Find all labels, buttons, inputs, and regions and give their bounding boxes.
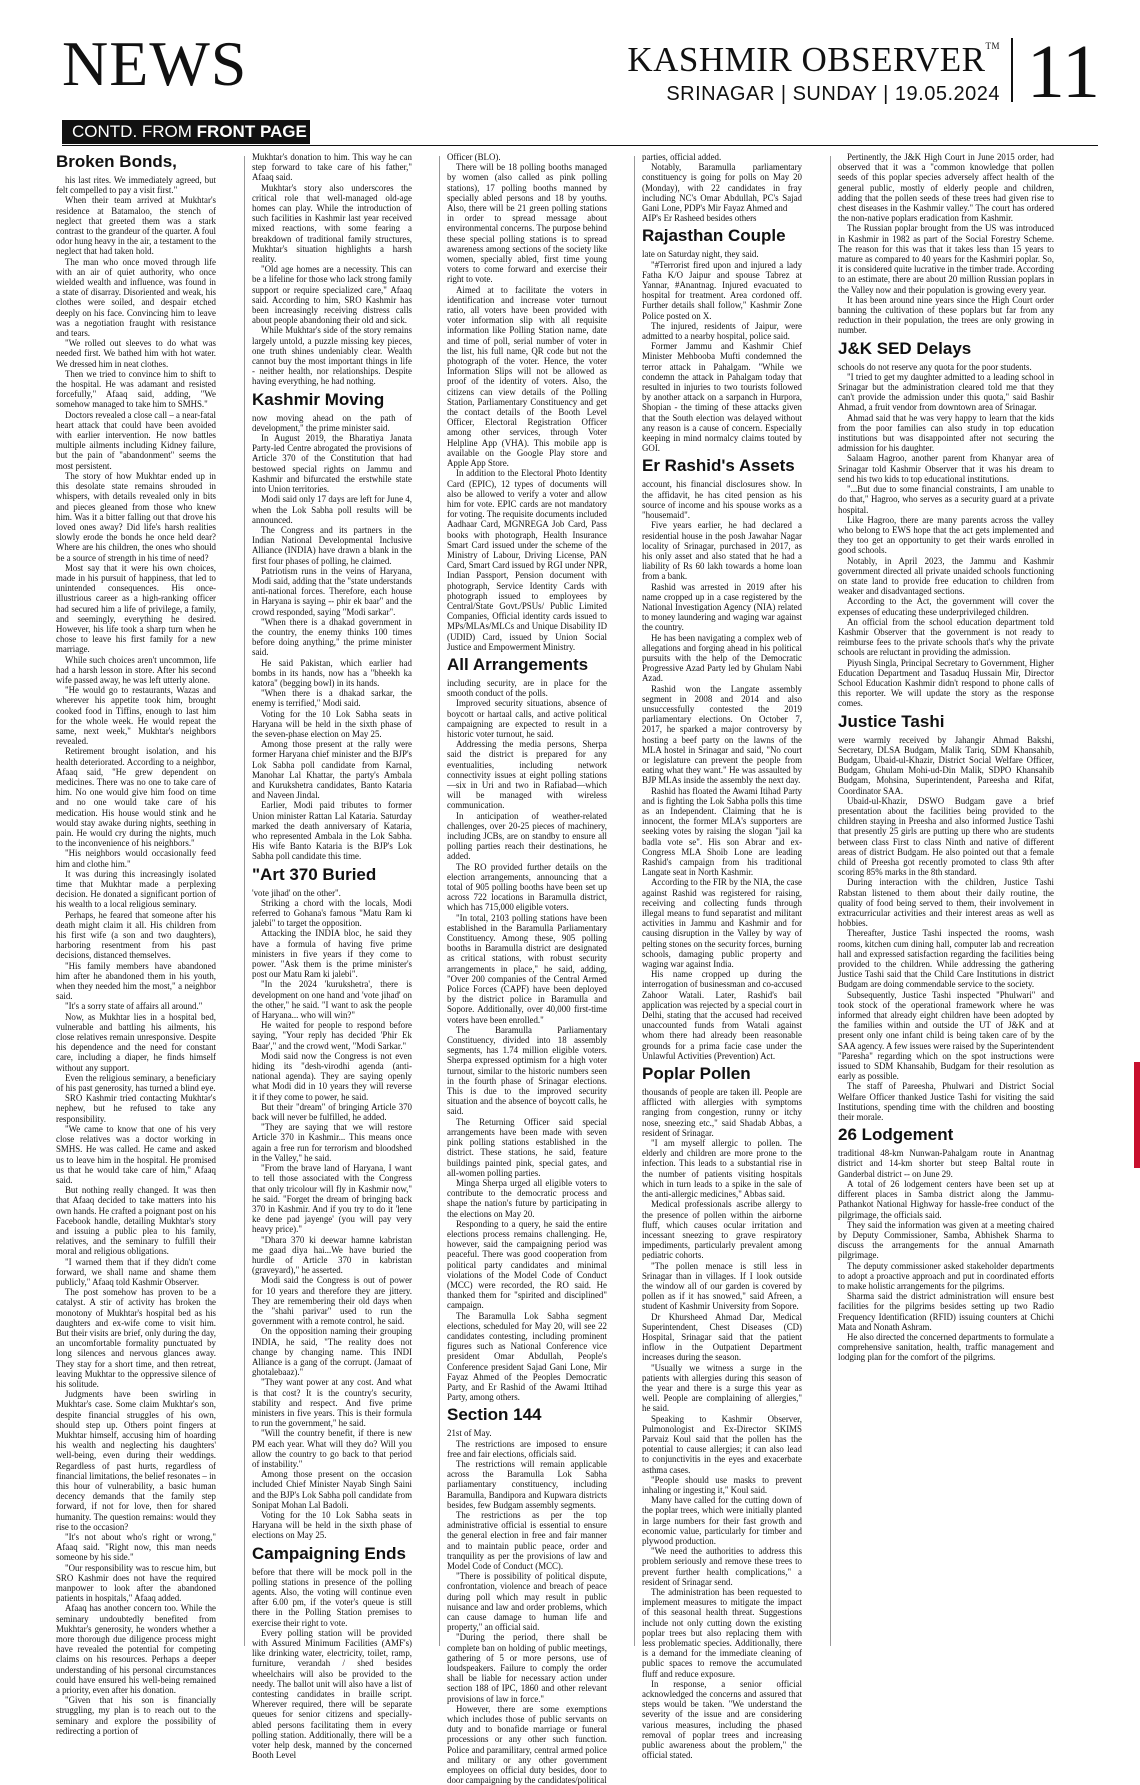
- article-paragraph: "He would go to restaurants, Wazas and wherever his appetite took him, brought cooked food in Tiffins, enough to last him for the whole week. He would repeat the same, next week," Mukhtar's neighbors revealed.: [56, 685, 216, 747]
- article-paragraph: While Mukhtar's side of the story remains largely untold, a puzzle missing key pieces, one truth shines undeniably clear. Wealth cannot buy the most important things in life - neither health, nor relationships. Despite having everything, he had nothing.: [252, 325, 412, 387]
- article-headline: Campaigning Ends: [252, 1543, 406, 1563]
- page-number: 11: [1026, 30, 1100, 114]
- article-paragraph: Piyush Singla, Principal Secretary to Government, Higher Education Department and Tasaduq Hussain Mir, Director School Education Kashmir didn't respond to phone calls of this reporter. We will update the story as the response comes.: [838, 657, 1054, 709]
- article-paragraph: However, there are some exemptions which includes those of public servants on duty and to bonafide marriage or funeral processions or any other such function. Police and paramilitary, central armed police and military or any other government employees on official duty besides, door to door campaigning by the candidates/political: [447, 1703, 607, 1785]
- paper-name-text: KASHMIR OBSERVER: [627, 40, 986, 79]
- article-paragraph: In anticipation of weather-related challenges, over 20-25 pieces of machinery, including JCBs, are on standby to ensure all polling parties reach their destinations, he added.: [447, 810, 607, 862]
- article-paragraph: Modi said now the Congress is not even hiding its "desh-virodhi agenda (anti-national agenda). They are saying openly what Modi did in 10 years they will reverse it if they come to power, he said.: [252, 1050, 412, 1102]
- article-paragraph: The Returning Officer said special arrangements have been made with seven pink polling stations established in the district. These stations, he said, feature buildings painted pink, special gates, and all-women polling parties.: [447, 1116, 607, 1178]
- article-paragraph: It has been around nine years since the High Court order banning the cultivation of these poplars but far from any reduction in their population, the trees are only growing in number.: [838, 294, 1054, 336]
- article-paragraph: his last rites. We immediately agreed, but felt compelled to pay a visit first.": [56, 175, 216, 196]
- article-paragraph: When their team arrived at Mukhtar's residence at Batamaloo, the stench of neglect that greeted them was a stark contrast to the grandeur of the quarter. A foul odor hung heavy in the air, a testament to the neglect that had taken hold.: [56, 195, 216, 257]
- article-paragraph: Subsequently, Justice Tashi inspected "Phulwari" and took stock of the operational framework where he was informed that already eight children have been adopted by the families within and outside the UT of J&K and at present only one infant child is being taken care of by the SAA agency. A few issues were raised by the Superintendent "Paresha" regarding which on the spot instructions were issued to SDM Khansahib, Budgam for their resolution as early as possible.: [838, 989, 1054, 1082]
- article-headline: Justice Tashi: [838, 711, 945, 731]
- article-paragraph: Minga Sherpa urged all eligible voters to contribute to the democratic process and shape the nation's future by participating in the elections on May 20.: [447, 1177, 607, 1219]
- article-paragraph: Former Jammu and Kashmir Chief Minister Mehbooba Mufti condemned the terror attack in Pahalgam. "While we condemn the attack in Pahalgam today that resulted in injuries to two tourists followed by another attack on a sarpanch in Hurpora, Shopian - the timing of these attacks given that the South election was delayed without any reason is a cause of concern. Especially keeping in mind normalcy claims touted by GOI.: [642, 341, 802, 454]
- article-paragraph: The deputy commissioner asked stakeholder departments to adopt a proactive approach and put in coordinated efforts to make holistic arrangements for the pilgrims.: [838, 1260, 1054, 1291]
- article-paragraph: The Congress and its partners in the Indian National Developmental Inclusive Alliance (INDIA) have drawn a blank in the first four phases of polling, he claimed.: [252, 524, 412, 566]
- article-paragraph: were warmly received by Jahangir Ahmad Bakshi, Secretary, DLSA Budgam, Malik Tariq, SDM Khansahib, Budgam, Ubaid-ul-Khazir, District Social Welfare Officer, Budgam, Ghulam Mohi-ud-Din Malik, SDPO Khansahib Budgam, Mohsina, Superintendent, Pareesha and Rifat, Coordinator SAA.: [838, 734, 1054, 796]
- article-paragraph: "It's a sorry state of affairs all around.": [65, 1001, 203, 1012]
- article-paragraph: The RO provided further details on the election arrangements, announcing that a total of 905 polling booths have been set up across 722 locations in Baramulla district, which has 715,000 eligible voters.: [447, 861, 607, 913]
- article-paragraph: Speaking to Kashmir Observer, Pulmonologist and Ex-Director SKIMS Parvaiz Koul said that the pollen has the potential to cause allergies; it can also lead to conjunctivitis in the eyes and exacerbate asthma cases.: [642, 1413, 802, 1475]
- article-paragraph: The restrictions will remain applicable across the Baramulla Lok Sabha parliamentary constituency, including Baramulla, Bandipora and Kupwara districts besides, few Budgam assembly segments.: [447, 1458, 607, 1510]
- article-paragraph: "His neighbors would occasionally feed him and clothe him.": [56, 848, 216, 869]
- article-paragraph: Attacking the INDIA bloc, he said they have a formula of having five prime ministers in five years if they come to power. "Ask them is the prime minister's post our Matu Ram ki jalebi".: [252, 928, 412, 980]
- article-paragraph: The man who once moved through life with an air of quiet authority, who once wielded wealth and influence, was found in a state of disarray. Disoriented and weak, his clothes were soiled, and despair etched deeply on his face. Convincing him to leave was a negotiation fraught with resistance and tears.: [56, 256, 216, 339]
- column-divider: [439, 156, 440, 1646]
- article-paragraph: Voting for the 10 Lok Sabha seats in Haryana will be held in the sixth phase of the seven-phase election on May 25.: [252, 708, 412, 739]
- article-paragraph: "Old age homes are a necessity. This can be a lifeline for those who lack strong family support or require specialized care," Afaaq said. According to him, SRO Kashmir has been increasingly receiving distress calls about people abandoning their old and sick.: [252, 264, 412, 326]
- article-paragraph: While such choices aren't uncommon, life had a harsh lesson in store. After his second wife passed away, he was left utterly alone.: [56, 654, 216, 685]
- article-paragraph: The Russian poplar brought from the US was introduced in Kashmir in 1982 as part of the Social Forestry Scheme. The reason for this was that it takes less than 15 years to mature as compared to 40 years for the Kashmiri poplar. So, it is considered quite lucrative in the timber trade. According to an estimate, there are about 20 million Russian poplars in the Valley now and their population is growing every year.: [838, 223, 1054, 295]
- column-2: [252, 152, 412, 1761]
- article-paragraph: Now, as Mukhtar lies in a hospital bed, vulnerable and battling his ailments, his close relatives remain unresponsive. Despite his dependence and the need for constant care, including a diaper, he finds himself without any support.: [56, 1011, 216, 1073]
- article-paragraph: Voting for the 10 Lok Sabha seats in Haryana will be held in the sixth phase of elections on May 25.: [252, 1510, 412, 1541]
- article-headline: Rajasthan Couple: [642, 226, 786, 246]
- column-1: [56, 152, 216, 1736]
- paper-name: [627, 42, 1000, 77]
- article-paragraph: "I am myself allergic to pollen. The elderly and children are more prone to the infection. This leads to a substantial rise in the number of patients visiting hospitals which in turn leads to a spike in the sale of the anti-allergic medicines," Abbas said.: [642, 1138, 802, 1200]
- article-paragraph: Afaaq has another concern too. While the seminary undoubtedly benefited from Mukhtar's generosity, he wonders whether a more thorough due diligence process might have revealed the potential for competing claims on his resources. Perhaps a deeper understanding of his personal circumstances could have ensured his well-being remained a priority, even after his donation.: [56, 1603, 216, 1696]
- article-paragraph: "#Terrorist fired upon and injured a lady Fatha K/O Jaipur and spouse Tabrez at Yannar, #Anantnag. Injured evacuated to hospital for treatment. Area cordoned off. Further details shall follow," Kashmir Zone Police posted on X.: [642, 259, 802, 321]
- article-headline: Section 144: [447, 1405, 542, 1425]
- article-paragraph: "They are saying that we will restore Article 370 in Kashmir... This means once again a free run for terrorism and bloodshed in the Valley," he said.: [252, 1122, 412, 1163]
- article-paragraph: late on Saturday night, they said.: [642, 249, 759, 260]
- article-paragraph: The restrictions are imposed to ensure free and fair elections, officials said.: [447, 1438, 607, 1459]
- article-paragraph: Responding to a query, he said the entire elections process remains challenging. He, however, said the campaigning period was peaceful. There was good cooperation from political party candidates and minimal violations of the Model Code of Conduct (MCC) were recorded, the RO said. He thanked them for "spirited and disciplined" campaign.: [447, 1218, 607, 1311]
- article-paragraph: On the opposition naming their grouping INDIA, he said, "The reality does not change by changing name. This INDI Alliance is a gang of the corrupt. (Jamaat of ghotalebaaz).": [252, 1326, 412, 1378]
- article-paragraph: Doctors revealed a close call – a near-fatal heart attack that could have been avoided with earlier intervention. He now battles multiple ailments including Kidney failure, but the pain of "abandonment" seems the most persistent.: [56, 409, 216, 471]
- article-paragraph: He also directed the concerned departments to formulate a comprehensive sanitation, health, traffic management and lodging plan for the comfort of the pilgrims.: [838, 1331, 1054, 1363]
- article-paragraph: "When there is a dhakad sarkar, the enemy is terrified," Modi said.: [252, 688, 412, 709]
- article-paragraph: Judgments have been swirling in Mukhtar's case. Some claim Mukhtar's son, despite financial struggles of his own, should step up. Others point fingers at Mukhtar himself, accusing him of hoarding his wealth and neglecting his daughters' well-being, even during their weddings. Regardless of past hurts, regardless of financial limitations, the belief resonates – in this hour of vulnerability, a basic human decency demands that the family step forward, if not for love, then for shared humanity. The question remains: would they rise to the occasion?: [56, 1389, 216, 1532]
- article-paragraph: now moving ahead on the path of development," the prime minister said.: [252, 412, 412, 433]
- column-divider: [244, 156, 245, 1646]
- article-paragraph: including security, are in place for the smooth conduct of the polls.: [447, 677, 607, 699]
- article-paragraph: "We came to know that one of his very close relatives was a doctor working in SMHS. He was called. He came and asked us to leave him in the hospital. He promised us that he would take care of him," Afaaq said.: [56, 1123, 216, 1185]
- article-paragraph: Notably, in April 2023, the Jammu and Kashmir government directed all private unaided schools functioning on state land to provide free education to children from weaker and disadvantaged sections.: [838, 555, 1054, 597]
- article-paragraph: "Given that his son is financially struggling, my plan is to reach out to the seminary and explore the possibility of redirecting a portion of: [56, 1695, 216, 1736]
- article-paragraph: He waited for people to respond before saying, "Your reply has decided 'Phir Ek Baar'," and the crowd went, "Modi Sarkar.": [252, 1020, 412, 1051]
- column-divider: [830, 156, 831, 1646]
- article-paragraph: The restrictions as per the top administrative official is essential to ensure the general election in free and fair manner and to maintain public peace, order and tranquility as per the provisions of law and Model Code of Conduct (MCC).: [447, 1510, 607, 1572]
- article-paragraph: Mukhtar's donation to him. This way he can step forward to take care of his father," Afaaq said.: [252, 152, 412, 183]
- column-4: [642, 152, 802, 1761]
- article-paragraph: "His family members have abandoned him after he abandoned them in his youth, when they needed him the most," a neighbor said.: [56, 960, 216, 1002]
- article-paragraph: Rashid has floated the Awami Itihad Party and is fighting the Lok Sabha polls this time as an Independent. Claiming that he is innocent, the former MLA's supporters are seeking votes by raising the slogan "jail ka badla vote se". His son Abrar and ex-Congress MLA Shoib Lone are leading Rashid's campaign from his traditional Langate seat in North Kashmir.: [642, 785, 802, 878]
- article-paragraph: The Baramulla Parliamentary Constituency, divided into 18 assembly segments, has 1.74 million eligible voters. Sherpa expressed optimism for a high voter turnout, similar to the historic numbers seen in the fourth phase of Srinagar elections. This is due to the improved security situation and the absence of boycott calls, he said.: [447, 1024, 607, 1117]
- article-headline: All Arrangements: [447, 654, 589, 674]
- article-paragraph: Pertinently, the J&K High Court in June 2015 order, had observed that it was a "common knowledge that pollen seeds of this poplar species adversely affect health of the general public, mostly of elderly people and children, adding that the pollen seeds of these trees had given rise to chest diseases in the Kashmir valley." The court has ordered the non-native poplars eradication from Kashmir.: [838, 152, 1054, 224]
- article-paragraph: Earlier, Modi paid tributes to former Union minister Rattan Lal Kataria. Saturday marked the death anniversary of Kataria, who represented Ambala in the Lok Sabha. His wife Banto Kataria is the BJP's Lok Sabha poll candidate this time.: [252, 800, 412, 862]
- article-paragraph: Modi said only 17 days are left for June 4, when the Lok Sabha poll results will be announced.: [252, 494, 412, 525]
- article-paragraph: The administration has been requested to implement measures to mitigate the impact of this seasonal health threat. Suggestions include not only cutting down the existing poplar trees but also replacing them with less problematic species. Additionally, there is a demand for the immediate cleaning of public spaces to remove the accumulated fluff and reduce exposure.: [642, 1587, 802, 1679]
- article-paragraph: The Baramulla Lok Sabha segment elections, scheduled for May 20, will see 22 candidates contesting, including prominent figures such as National Conference vice president Omar Abdullah, People's Conference president Sajad Gani Lone, Mir Fayaz Ahmed of the Peoples Democratic Party, and Er Rashid of the Awami Ittihad Party, among others.: [447, 1310, 607, 1403]
- article-paragraph: His name cropped up during the interrogation of businessman and co-accused Zahoor Watali. Later, Rashid's bail application was rejected by a special court in Delhi, stating that the accused had received unaccounted funds from Watali against whom there had already been reasonable grounds for a prima facie case under the Unlawful Activities (Prevention) Act.: [642, 969, 802, 1061]
- article-paragraph: Addressing the media persons, Sherpa said the district is prepared for any eventualities, including network connectivity issues at eight polling stations—six in Uri and two in Rafiabad—which will be managed with wireless communication.: [447, 739, 607, 811]
- article-paragraph: Mukhtar's story also underscores the critical role that well-managed old-age homes can play. While the introduction of such facilities in Kashmir last year received mixed reactions, with some fearing a breakdown of traditional family structures, Mukhtar's situation highlights a harsh reality.: [252, 182, 412, 265]
- article-paragraph: 21st of May.: [447, 1428, 492, 1439]
- article-paragraph: They said the information was given at a meeting chaired by Deputy Commissioner, Samba, Abhishek Sharma to discuss the arrangements for the annual Amarnath pilgrimage.: [838, 1219, 1054, 1261]
- article-paragraph: Notably, Baramulla parliamentary constituency is going for polls on May 20 (Monday), with 22 candidates in fray including NC's Omar Abdullah, PC's Sajad Gani Lone, PDP's Mir Fayaz Ahmed and: [642, 162, 802, 214]
- article-paragraph: Ahmad said that he was very happy to learn that the kids from the poor families can also study in top education institutions but was disappointed after not securing the admission for his daughter.: [838, 412, 1054, 454]
- section-label: NEWS: [62, 28, 248, 99]
- article-paragraph: Among those present at the rally were former Haryana chief minister and the BJP's Lok Sabha poll candidate from Karnal, Manohar Lal Khattar, the party's Ambala and Kurukshetra candidates, Banto Kataria and Naveen Jindal.: [252, 739, 412, 801]
- article-paragraph: parties, official added.: [642, 152, 722, 162]
- article-paragraph: "I tried to get my daughter admitted to a leading school in Srinagar but the administration cleared told me that they can't provide the admission under this quota," said Bashir Ahmad, a fruit vendor from downtown area of Srinagar.: [838, 371, 1054, 413]
- article-paragraph: "In the 2024 'kurukshetra', there is development on one hand and 'vote jihad' on the other," he said. "I want to ask the people of Haryana... who will win?": [252, 979, 412, 1021]
- article-paragraph: before that there will be mock poll in the polling stations in presence of the polling agents. Also, the voting will continue even after 6.00 pm, if the voter's queue is still there in the Polling Station premises to exercise their right to vote.: [252, 1566, 412, 1628]
- article-paragraph: He said Pakistan, which earlier had bombs in its hands, now has a "bheekh ka katora" (begging bowl) in its hands.: [252, 657, 412, 688]
- article-paragraph: Medical professionals ascribe allergy to the presence of pollen within the airborne fluff, which causes ocular irritation and incessant sneezing to grave respiratory impediments, particularly prevalent among pediatric cohorts.: [642, 1199, 802, 1261]
- article-paragraph: "Dhara 370 ki deewar hamne kabristan me gaad diya hai...We have buried the hurdle of Article 370 in kabristan (graveyard)," he asserted.: [252, 1234, 412, 1276]
- article-paragraph: Striking a chord with the locals, Modi referred to Gohana's famous "Matu Ram ki jalebi" to target the opposition.: [252, 897, 412, 929]
- article-paragraph: He has been navigating a complex web of allegations and forging ahead in his political pursuits with the help of the Democratic Progressive Azad Party led by Ghulam Nabi Azad.: [642, 632, 802, 684]
- article-paragraph: According to the Act, the government will cover the expenses of educating these underprivileged children.: [838, 596, 1054, 617]
- masthead: [62, 0, 1140, 116]
- article-paragraph: "Usually we witness a surge in the patients with allergies during this season of the year and there is a surge this year as well. People are complaining of allergies," he said.: [642, 1362, 802, 1414]
- article-paragraph: traditional 48-km Nunwan-Pahalgam route in Anantnag district and 14-km shorter but steep Baltal route in Ganderbal district -- on June 29.: [838, 1148, 1054, 1179]
- article-paragraph: An official from the school education department told Kashmir Observer that the government is not ready to reimburse fees to the private schools that's why the private schools are reluctant in providing the admission.: [838, 616, 1054, 658]
- article-paragraph: Officer (BLO).: [447, 152, 501, 162]
- article-headline: J&K SED Delays: [838, 338, 972, 358]
- article-paragraph: Rashid won the Langate assembly segment in 2008 and 2014 and also unsuccessfully contested the 2019 parliamentary elections. On October 7, 2017, he sparked a major controversy by hosting a beef party on the lawns of the MLA hostel in Srinagar and said, "No court or legislature can prevent the people from eating what they want." He was assaulted by BJP MLAs inside the assembly the next day.: [642, 683, 802, 786]
- article-paragraph: Among those present on the occasion included Chief Minister Nayab Singh Saini and the BJP's Lok Sabha poll candidate from Sonipat Mohan Lal Badoli.: [252, 1469, 412, 1510]
- article-headline: Er Rashid's Assets: [642, 456, 795, 476]
- article-paragraph: "From the brave land of Haryana, I want to tell those associated with the Congress that only tricolour will fly in Kashmir now," he said. "Forget the dream of bringing back 370 in Kashmir. And if you try to do it 'lene ke dene pad jayenge' (you will pay very heavy price).": [252, 1163, 412, 1235]
- page-number-box: [1011, 30, 1100, 114]
- article-headline: 26 Lodgement: [838, 1125, 954, 1145]
- column-3: [447, 152, 607, 1785]
- article-paragraph: Most say that it were his own choices, made in his pursuit of happiness, that led to unintended consequences. His once-illustrious career as a high-ranking officer had secured him a life of privilege, a family, and seemingly, everything he desired. However, his life took a sharp turn when he chose to leave his first family for a new marriage.: [56, 562, 216, 655]
- article-paragraph: In response, a senior official acknowledged the concerns and assured that steps would be taken. "We understand the severity of the issue and are considering various measures, including the phased removal of poplar trees and increasing public awareness about the problem," the official stated.: [642, 1678, 802, 1761]
- article-paragraph: But nothing really changed. It was then that Afaaq decided to take matters into his own hands. He crafted a poignant post on his Facebook handle, detailing Mukhtar's story and issuing a public plea to his family, relatives, and the seminary to fulfill their moral and religious obligations.: [56, 1185, 216, 1257]
- article-paragraph: "There is possibility of political dispute, confrontation, violence and breach of peace during poll which may result in public nuisance and law and order problems, which can cause damage to human life and property," an official said.: [447, 1571, 607, 1633]
- contd-prefix: CONTD. FROM: [72, 122, 192, 141]
- article-paragraph: "We need the authorities to address this problem seriously and remove these trees to prevent further health complications," a resident of Srinagar send.: [642, 1546, 802, 1587]
- article-paragraph: "During the period, there shall be complete ban on holding of public meetings, gathering of 5 or more persons, use of loudspeakers. Failure to comply the order shall be liable for necessary action under section 188 of IPC, 1860 and other relevant provisions of law in force.": [447, 1632, 607, 1704]
- article-paragraph: Then we tried to convince him to shift to the hospital. He was adamant and resisted forcefully," Afaaq said, adding, "We somehow managed to take him to SMHS.": [56, 368, 216, 410]
- article-columns: [56, 152, 1100, 1785]
- paper-title-block: [627, 42, 1000, 106]
- contd-from-front-page-bar: [62, 120, 310, 144]
- article-paragraph: But their "dream" of bringing Article 370 back will never be fulfilled, he added.: [252, 1101, 412, 1123]
- article-paragraph: account, his financial disclosures show. In the affidavit, he has cited pension as his source of income and his spouse works as a "housemaid".: [642, 479, 802, 521]
- section-rule: [62, 145, 1098, 146]
- article-paragraph: thousands of people are taken ill. People are afflicted with allergies with symptoms ranging from congestion, runny or itchy nose, sneezing etc.," said Shadab Abbas, a resident of Srinagar.: [642, 1087, 802, 1138]
- article-paragraph: "It's not about who's right or wrong," Afaaq said. "Right now, this man needs someone by his side.": [56, 1532, 216, 1563]
- article-paragraph: Rashid was arrested in 2019 after his name cropped up in a case registered by the National Investigation Agency (NIA) related to money laundering and waging war against the country.: [642, 581, 802, 633]
- article-paragraph: Even the religious seminary, a beneficiary of his past generosity, has turned a blind eye.: [56, 1072, 216, 1094]
- article-paragraph: The story of how Mukhtar ended up in this desolate state remains shrouded in whispers, with details revealed only in bits and pieces gleaned from those who knew him. Was it a bitter falling out that drove his loved ones away? Did life's harsh realities slowly erode the bonds he once held dear? Where are his children, the ones who should be a source of strength in his time of need?: [56, 470, 216, 563]
- article-paragraph: The injured, residents of Jaipur, were admitted to a nearby hospital, police said.: [642, 320, 802, 342]
- article-paragraph: Many have called for the cutting down of the poplar trees, which were initially planted in large numbers for their fast growth and economic value, particularly for timber and plywood production.: [642, 1495, 802, 1546]
- article-paragraph: "People should use masks to prevent inhaling or ingesting it," Koul said.: [642, 1474, 802, 1495]
- article-paragraph: "When there is a dhakad government in the country, the enemy thinks 100 times before doing anything," the prime minister said.: [252, 616, 412, 658]
- dateline: SRINAGAR | SUNDAY | 19.05.2024: [666, 83, 1000, 105]
- article-paragraph: "We rolled out sleeves to do what was needed first. We bathed him with hot water. We dressed him in neat clothes.: [56, 338, 216, 369]
- article-paragraph: "They want power at any cost. And what is that cost? It is the country's security, stability and respect. And five prime ministers in five years. This is their formula to run the government," he said.: [252, 1377, 412, 1429]
- article-paragraph: Five years earlier, he had declared a residential house in the posh Jawahar Nagar locality of Srinagar, purchased in 2017, as his only asset and also stated that he had a liability of Rs 60 lakh towards a home loan from a bank.: [642, 520, 802, 582]
- contd-emphasis: FRONT PAGE: [196, 122, 307, 141]
- column-divider: [634, 156, 635, 1646]
- article-paragraph: "The pollen menace is still less in Srinagar than in villages. If I look outside the window all of our garden is covered by pollen as if it has snowed," said Afreen, a student of Kashmir University from Sopore.: [642, 1260, 802, 1312]
- article-paragraph: The post somehow has proven to be a catalyst. A stir of activity has broken the monotony of Mukhtar's hospital bed as his daughters and ex-wife come to visit him. But their visits are brief, only during the day, an uncomfortable formality punctuated by long silences and nervous glances away. They stay for a short time, and then retreat, leaving Mukhtar to the oppressive silence of his solitude.: [56, 1287, 216, 1389]
- article-paragraph: Patriotism runs in the veins of Haryana, Modi said, adding that the "state understands anti-national forces. Therefore, each house in Haryana is saying -- phir ek baar" and the crowd responded, saying "Modi sarkar".: [252, 565, 412, 617]
- article-paragraph: Improved security situations, absence of boycott or hartaal calls, and active political campaigning are expected to result in a historic voter turnout, he said.: [447, 698, 607, 739]
- edge-accent-mark: [1134, 1062, 1140, 1168]
- article-paragraph: SRO Kashmir tried contacting Mukhtar's nephew, but he refused to take any responsibility.: [56, 1093, 216, 1124]
- article-paragraph: "In total, 2103 polling stations have been established in the Baramulla Parliamentary Constituency. Among these, 905 polling booths in Baramulla district are designated as critical stations, with robust security arrangements in place," he said, adding, "Over 200 companies of the Central Armed Police Forces (CAPF) have been deployed by the district police in Baramulla and Sopore. Additionally, over 40,000 first-time voters have been enrolled.": [447, 912, 607, 1025]
- article-paragraph: There will be 18 polling booths managed by women (also called as pink polling stations), 17 polling booths manned by specially abled persons and 18 by youths. Also, there will be 21 green polling stations in order to spread message about environmental concerns. The purpose behind these special polling stations is to spread awareness among sections of the society like women, specially abled, first time young voters to come forward and exercise their right to vote.: [447, 162, 607, 285]
- article-paragraph: Ubaid-ul-Khazir, DSWO Budgam gave a brief presentation about the facilities being provided to the children staying in Preesha and also informed Justice Tashi that presently 25 girls are putting up there who are students between class First to class Ninth and native of different areas of district Budgam. He also pointed out that a female child of Preesha got recently promoted to class 9th after scoring 85% marks in the 8th standard.: [838, 795, 1054, 878]
- article-paragraph: Aimed at to facilitate the voters in identification and increase voter turnout ratio, all voters have been provided with voter information slip with all requisite information like Polling Station name, date and time of poll, serial number of voter in the list, his full name, QR code but not the photograph of the voter. Hence, the voter Information Slips will not be allowed as proof of the identity of voters. Also, the citizens can view details of the Polling Station, Parliamentary Constituency and get the contact details of the Booth Level Officer, Electoral Registration Officer among other services, through Voter Helpline App (VHA). This mobile app is available on the Google Play store and Apple App Store.: [447, 284, 607, 469]
- article-paragraph: 'vote jihad' on the other".: [252, 887, 341, 898]
- article-paragraph: Every polling station will be provided with Assured Minimum Facilities (AMF's) like drinking water, electricity, toilet, ramp, furniture, verandah / shed besides wheelchairs will also be provided to the needy. The ballot unit will also have a list of contesting candidates in braille script. Wherever required, there will be separate queues for senior citizens and specially-abled persons facilitating them in every polling station. Additionally, there will be a voter help desk, manned by the concerned Booth Level: [252, 1627, 412, 1761]
- article-paragraph: "...But due to some financial constraints, I am unable to do that," Hagroo, who serves as a security guard at a private hospital.: [838, 484, 1054, 515]
- article-paragraph: Dr Khursheed Ahmad Dar, Medical Superintendent, Chest Diseases (CD) Hospital, Srinagar said that the patient inflow in the Outpatient Department increases during the season.: [642, 1311, 802, 1363]
- article-headline: Kashmir Moving: [252, 389, 385, 409]
- trademark: TM: [985, 41, 1000, 51]
- article-headline: Poplar Pollen: [642, 1064, 751, 1084]
- article-paragraph: schools do not reserve any quota for the poor students.: [838, 361, 1032, 372]
- article-paragraph: It was during this increasingly isolated time that Mukhtar made a perplexing decision. He donated a significant portion of his wealth to a local religious seminary.: [56, 868, 216, 910]
- article-paragraph: "I warned them that if they didn't come forward, we shall name and shame them publicly," Afaaq told Kashmir Observer.: [56, 1256, 216, 1287]
- article-headline: "Art 370 Buried: [252, 864, 377, 884]
- article-paragraph: A total of 26 lodgement centers have been set up at different places in Samba district along the Jammu-Pathankot National Highway for hassle-free conduct of the pilgrimage, the officials said.: [838, 1178, 1054, 1220]
- article-paragraph: Perhaps, he feared that someone after his death might claim it all. His children from his first wife (a son and two daughters), harboring resentment from his past decisions, distanced themselves.: [56, 909, 216, 961]
- article-paragraph: During interaction with the children, Justice Tashi Rabstan listened to them about their daily routine, the quality of food being served to them, their involvement in extracurricular activities and their interest areas as well as hobbies.: [838, 877, 1054, 929]
- column-5: [838, 152, 1054, 1652]
- article-paragraph: Retirement brought isolation, and his health deteriorated. According to a neighbor, Afaaq said, "He grew dependent on medicines. There was no one to take care of him. No one would give him food on time and no one would take care of his medication. His house would stink and he would stay awake during nights, seething in pain. He would cry during the nights, much to the inconvenience of his neighbors.": [56, 746, 216, 849]
- article-paragraph: In addition to the Electoral Photo Identity Card (EPIC), 12 types of documents will also be allowed to verify a voter and allow him for vote. EPIC cards are not mandatory for voting. The requisite documents included Aadhaar Card, MGNREGA Job Card, Pass books with photograph, Health Insurance Smart Card issued under the scheme of the Ministry of Labour, Driving License, PAN Card, Smart Card issued by RGI under NPR, Indian Passport, Pension document with photograph, Service Identity Cards with photograph issued to employees by Central/State Govt./PSUs/ Public Limited Companies, Official identity cards issued to MPs/MLAs/MLCs and Unique Disability ID (UDID) Card, issued by Union Social Justice and Empowerment Ministry.: [447, 468, 607, 652]
- article-paragraph: Sharma said the district administration will ensure best facilities for the pilgrims besides setting up two Radio Frequency Identification (RFID) issuing counters at Chichi Mata and Nonath Ashram.: [838, 1291, 1054, 1332]
- article-paragraph: Modi said the Congress is out of power for 10 years and therefore they are jittery. They are remembering their old days when the "shahi parivar" used to run the government with a remote control, he said.: [252, 1275, 412, 1327]
- article-paragraph: AIP's Er Rasheed besides others: [642, 213, 757, 224]
- article-paragraph: In August 2019, the Bharatiya Janata Party-led Centre abrogated the provisions of Article 370 of the Constitution that had bestowed special rights on Jammu and Kashmir and bifurcated the erstwhile state into Union territories.: [252, 433, 412, 495]
- article-paragraph: Salaam Hagroo, another parent from Khanyar area of Srinagar told Kashmir Observer that it was his dream to send his two kids to top educational institutions.: [838, 453, 1054, 484]
- article-paragraph: "Will the country benefit, if there is new PM each year. What will they do? Will you allow the country to go back to that period of instability.": [252, 1428, 412, 1469]
- article-headline: Broken Bonds,: [56, 152, 177, 171]
- article-paragraph: The staff of Pareesha, Phulwari and District Social Welfare Officer thanked Justice Tashi for visiting the said Institutions, spending time with the children and boosting their morale.: [838, 1081, 1054, 1123]
- article-paragraph: "Our responsibility was to rescue him, but SRO Kashmir does not have the required manpower to look after the abandoned patients in hospitals," Afaaq added.: [56, 1562, 216, 1604]
- article-paragraph: Thereafter, Justice Tashi inspected the rooms, wash rooms, kitchen cum dining hall, computer lab and recreation hall and expressed satisfaction regarding the facilities being provided to the children. While addressing the gathering Justice Tashi said that the Child Care Institutions in district Budgam are doing commendable service to the society.: [838, 928, 1054, 990]
- article-paragraph: According to the FIR by the NIA, the case against Rashid was registered for raising, receiving and collecting funds through illegal means to fund separatist and militant activities in Jammu and Kashmir and for causing disruption in the Valley by way of pelting stones on the security forces, burning schools, damaging public property and waging war against India.: [642, 877, 802, 970]
- article-paragraph: Like Hagroo, there are many parents across the valley who belong to EWS hope that the act gets implemented and they too get an opportunity to get their wards enrolled in good schools.: [838, 514, 1054, 556]
